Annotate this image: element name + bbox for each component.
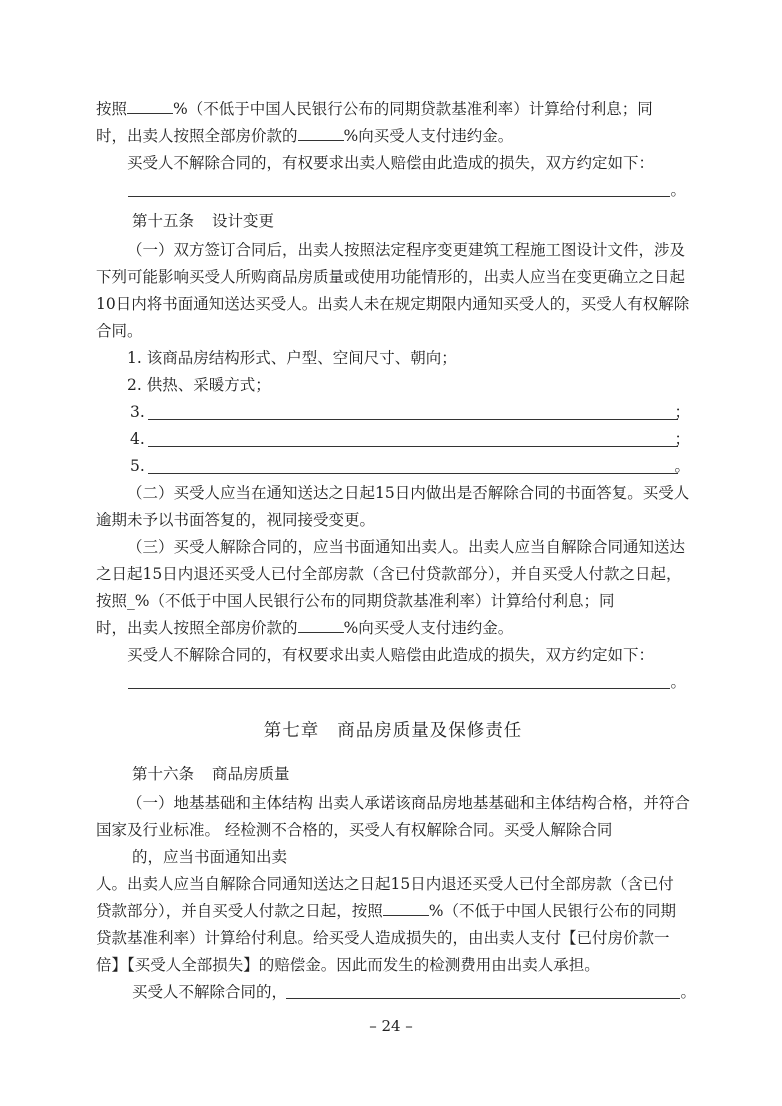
article-15-para-4: 买受人不解除合同的，有权要求出卖人赔偿由此造成的损失，双方约定如下： bbox=[127, 646, 655, 664]
blank-rate bbox=[127, 97, 173, 114]
article-16-para-2: 买受人不解除合同的， 。 bbox=[132, 983, 696, 1001]
blank-rate-3 bbox=[383, 899, 429, 916]
article-15-para-2: （二）买受人应当在通知送达之日起15日内做出是否解除合同的书面答复。买受人逾期未予以书面答复的，视同接受变更。 bbox=[96, 484, 690, 529]
agreement-blank-line: 。 bbox=[96, 177, 690, 204]
article-15-item-1: 1. 该商品房结构形式、户型、空间尺寸、朝向； bbox=[127, 349, 457, 367]
article-16-heading: 第十六条 商品房质量 bbox=[132, 765, 290, 783]
article-15-para-3: （三）买受人解除合同的，应当书面通知出卖人。出卖人应当自解除合同通知送达之日起15日内退还买受人已付全部房款（含已付贷款部分），并自买受人付款之日起，按照_%（不低于中国人民银行公布的同期贷款基准利率）计算给付利息；同 时，出卖人按照全部房价款的 %向买受人支付违约金。 bbox=[96, 538, 686, 637]
article-15-item-5-blank: 5. 。 bbox=[130, 457, 690, 475]
article-15-para-1: （一）双方签订合同后，出卖人按照法定程序变更建筑工程施工图设计文件，涉及下列可能影响买受人所购商品房质量或使用功能情形的，出卖人应当在变更确立之日起10日内将书面通知送达买受人。出卖人未在规定期限内通知买受人的，买受人有权解除合同。 bbox=[96, 241, 690, 340]
clause-interest-continuation: 按照 %（不低于中国人民银行公布的同期贷款基准利率）计算给付利息；同 时，出卖人按照全部房价款的 %向买受人支付违约金。 bbox=[96, 96, 690, 150]
article-15-heading: 第十五条 设计变更 bbox=[132, 212, 275, 230]
article-15-item-2: 2. 供热、采暖方式； bbox=[127, 376, 271, 394]
blank-penalty-2 bbox=[298, 616, 344, 633]
article-16-para-1b: 的，应当书面通知出卖 bbox=[132, 848, 288, 866]
article-15-item-3-blank: 3. ； bbox=[130, 403, 690, 421]
article-16-para-1c: 人。出卖人应当自解除合同通知送达之日起15日内退还买受人已付全部房款（含已付 贷款部分），并自买受人付款之日起，按照 %（不低于中国人民银行公布的同期 贷款基准利率）计算给付利息。给买受人造成损失的，由出卖人支付【已付房价款一 倍】【买受人全部损失】的赔偿金。因此而发生的检测费用由出卖人承担。 bbox=[96, 875, 676, 974]
article-15-item-4-blank: 4. ； bbox=[130, 430, 690, 448]
blank-penalty bbox=[298, 124, 344, 141]
article-16-para-1a: （一）地基基础和主体结构 出卖人承诺该商品房地基基础和主体结构合格，并符合国家及行业标准。 经检测不合格的，买受人有权解除合同。买受人解除合同 bbox=[96, 794, 690, 839]
page-number: – 24 – bbox=[369, 1017, 413, 1035]
agreement-blank-line-2: 。 bbox=[96, 669, 690, 696]
clause-no-rescission: 买受人不解除合同的，有权要求出卖人赔偿由此造成的损失，双方约定如下： bbox=[127, 154, 655, 172]
chapter-7-heading: 第七章 商品房质量及保修责任 bbox=[263, 721, 523, 741]
